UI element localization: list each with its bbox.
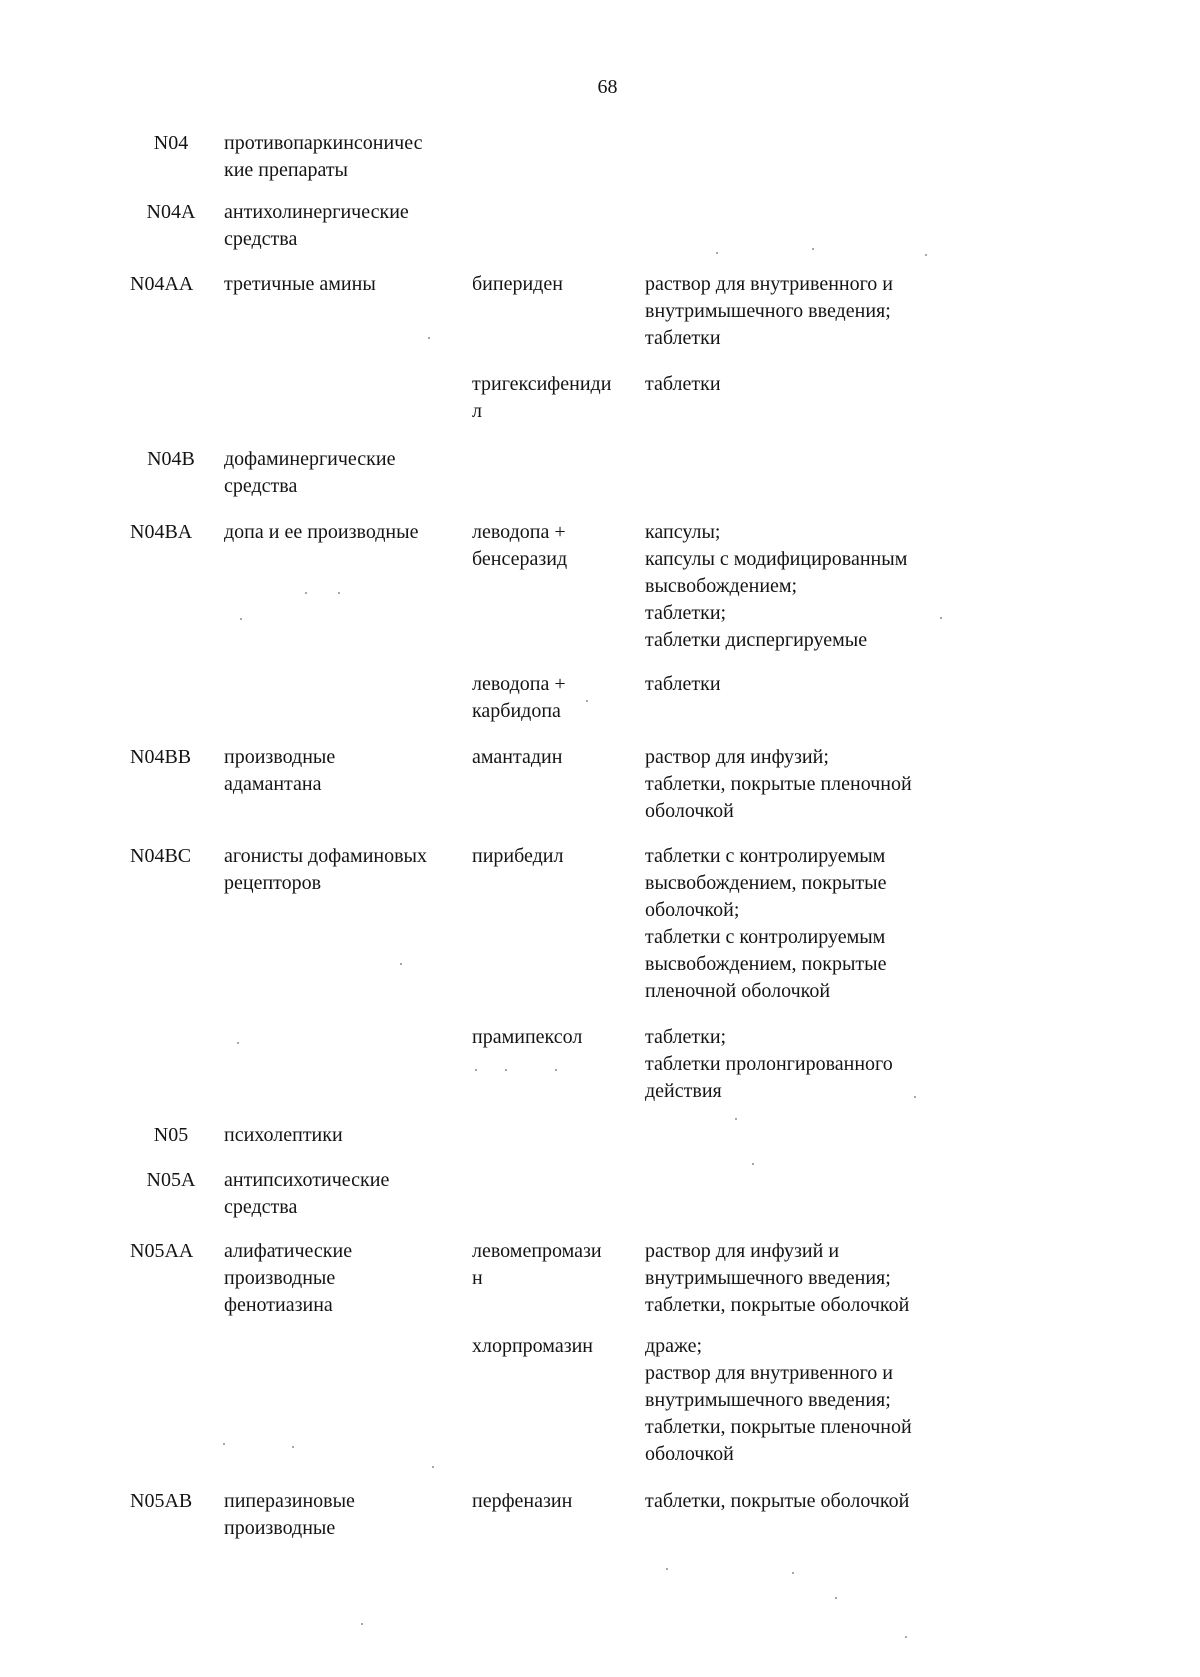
dosage-form: драже; раствор для внутривенного и внутримышечного введения; таблетки, покрытые пленочной оболочкой xyxy=(645,1335,912,1465)
pharmacological-group: производные адамантана xyxy=(224,746,336,795)
dosage-form: таблетки xyxy=(645,673,721,695)
drug-name: бипериден xyxy=(472,273,563,295)
pharmacological-group: агонисты дофаминовых рецепторов xyxy=(224,845,427,894)
dosage-form: раствор для внутривенного и внутримышечного введения; таблетки xyxy=(645,273,894,349)
drug-name: пирибедил xyxy=(472,845,564,867)
drug-name: перфеназин xyxy=(472,1490,573,1512)
atc-code: N05A xyxy=(146,1169,196,1191)
atc-code: N05 xyxy=(153,1124,189,1146)
pharmacological-group: психолептики xyxy=(224,1124,343,1146)
pharmacological-group: алифатические производные фенотиазина xyxy=(224,1240,353,1316)
pharmacological-group: антипсихотические средства xyxy=(224,1169,390,1218)
pharmacological-group: пиперазиновые производные xyxy=(224,1490,355,1539)
atc-code: N04 xyxy=(153,132,189,154)
dosage-form: таблетки, покрытые оболочкой xyxy=(645,1490,910,1512)
dosage-form: раствор для инфузий и внутримышечного введения; таблетки, покрытые оболочкой xyxy=(645,1240,910,1316)
atc-code: N04BB xyxy=(130,746,192,768)
drug-name: левомепромази н xyxy=(472,1240,602,1289)
atc-code: N04B xyxy=(147,448,195,470)
drug-name: леводопа + бенсеразид xyxy=(472,521,568,570)
drug-name: хлорпромазин xyxy=(472,1335,594,1357)
page-number: 68 xyxy=(597,76,618,98)
atc-code: N04AA xyxy=(130,273,194,295)
dosage-form: таблетки с контролируемым высвобождением, покрытые оболочкой; таблетки с контролируемым высвобождением, покрытые пленочной оболочкой xyxy=(645,845,887,1002)
dosage-form: таблетки; таблетки пролонгированного действия xyxy=(645,1026,893,1102)
drug-name: леводопа + карбидопа xyxy=(472,673,566,722)
drug-name: тригексифениди л xyxy=(472,373,612,422)
atc-code: N04BA xyxy=(130,521,193,543)
dosage-form: раствор для инфузий; таблетки, покрытые пленочной оболочкой xyxy=(645,746,912,822)
dosage-form: таблетки xyxy=(645,373,721,395)
atc-code: N05AB xyxy=(130,1490,193,1512)
atc-code: N05AA xyxy=(130,1240,194,1262)
pharmacological-group: третичные амины xyxy=(224,273,376,295)
dosage-form: капсулы; капсулы с модифицированным высвобождением; таблетки; таблетки диспергируемые xyxy=(645,521,908,651)
pharmacological-group: допа и ее производные xyxy=(224,521,419,543)
pharmacological-group: противопаркинсоничес кие препараты xyxy=(224,132,423,181)
atc-code: N04BC xyxy=(130,845,192,867)
pharmacological-group: дофаминергические средства xyxy=(224,448,396,497)
pharmacological-group: антихолинергические средства xyxy=(224,201,409,250)
atc-code: N04A xyxy=(146,201,196,223)
drug-name: прамипексол xyxy=(472,1026,583,1048)
drug-name: амантадин xyxy=(472,746,563,768)
